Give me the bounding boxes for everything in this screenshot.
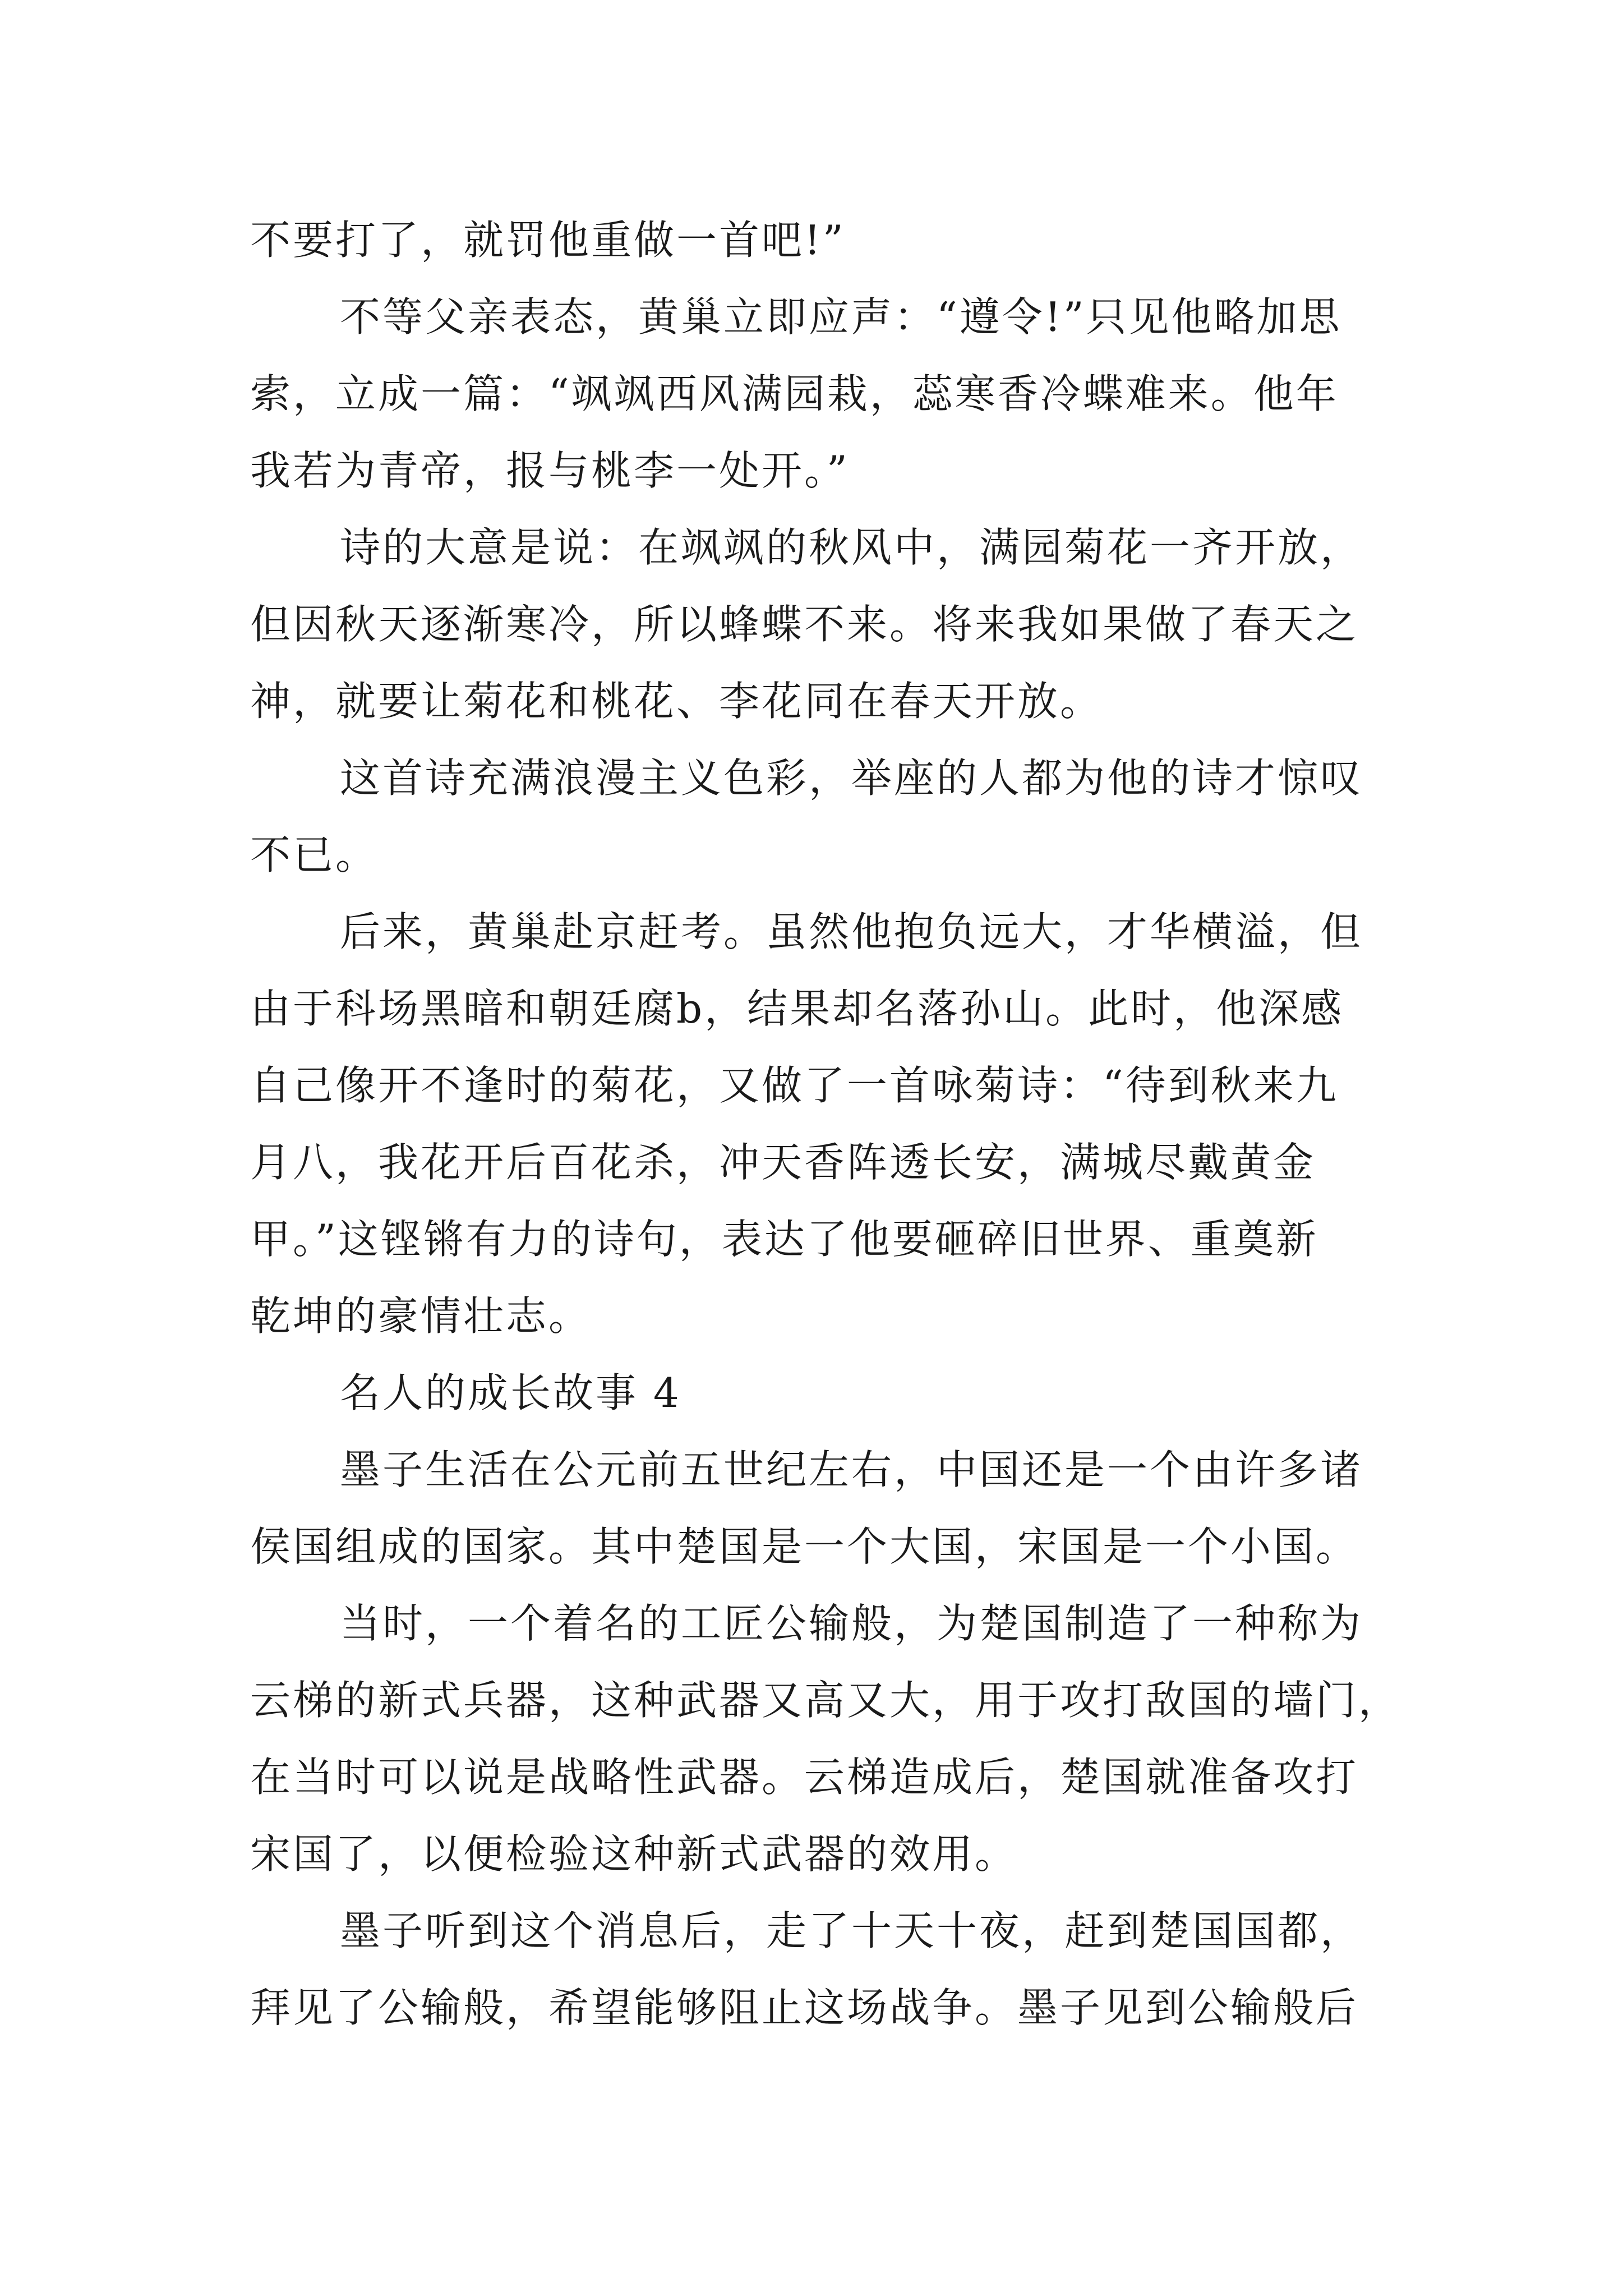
text-line: 甲。”这铿锵有力的诗句，表达了他要砸碎旧世界、重奠新 bbox=[250, 1216, 1318, 1263]
text-line: 在当时可以说是战略性武器。云梯造成后，楚国就准备攻打 bbox=[250, 1754, 1359, 1801]
text-line: 拜见了公输般，希望能够阻止这场战争。墨子见到公输般后 bbox=[250, 1984, 1359, 2031]
text-line: 不已。 bbox=[250, 831, 379, 878]
text-line: 不要打了，就罚他重做一首吧!” bbox=[250, 217, 846, 264]
text-line: 索，立成一篇：“飒飒西风满园栽，蕊寒香冷蝶难来。他年 bbox=[250, 370, 1339, 417]
text-line: 我若为青帝，报与桃李一处开。” bbox=[250, 447, 850, 494]
section-heading: 名人的成长故事 4 bbox=[340, 1369, 681, 1416]
text-line: 后来，黄巢赴京赶考。虽然他抱负远大，才华横溢，但 bbox=[340, 908, 1363, 955]
text-line: 宋国了，以便检验这种新式武器的效用。 bbox=[250, 1830, 1018, 1878]
text-line: 不等父亲表态，黄巢立即应声：“遵令!”只见他略加思 bbox=[340, 293, 1342, 341]
text-line: 墨子生活在公元前五世纪左右，中国还是一个由许多诸 bbox=[340, 1446, 1363, 1493]
text-line: 侯国组成的国家。其中楚国是一个大国，宋国是一个小国。 bbox=[250, 1523, 1359, 1570]
text-line: 由于科场黑暗和朝廷腐b，结果却名落孙山。此时，他深感 bbox=[250, 985, 1344, 1032]
text-line: 当时，一个着名的工匠公输般，为楚国制造了一种称为 bbox=[340, 1600, 1363, 1647]
text-line: 墨子听到这个消息后，走了十天十夜，赶到楚国国都， bbox=[340, 1907, 1363, 1954]
text-line: 月八，我花开后百花杀，冲天香阵透长安，满城尽戴黄金 bbox=[250, 1139, 1316, 1186]
text-line: 但因秋天逐渐寒冷，所以蜂蝶不来。将来我如果做了春天之 bbox=[250, 601, 1359, 648]
text-line: 这首诗充满浪漫主义色彩，举座的人都为他的诗才惊叹 bbox=[340, 754, 1363, 802]
text-line: 神，就要让菊花和桃花、李花同在春天开放。 bbox=[250, 678, 1103, 725]
text-line: 云梯的新式兵器，这种武器又高又大，用于攻打敌国的墙门， bbox=[250, 1677, 1401, 1724]
text-line: 诗的大意是说：在飒飒的秋风中，满园菊花一齐开放， bbox=[340, 524, 1363, 571]
text-line: 自己像开不逢时的菊花，又做了一首咏菊诗：“待到秋来九 bbox=[250, 1062, 1339, 1109]
body-text bbox=[250, 202, 1401, 2046]
text-line: 乾坤的豪情壮志。 bbox=[250, 1292, 592, 1340]
